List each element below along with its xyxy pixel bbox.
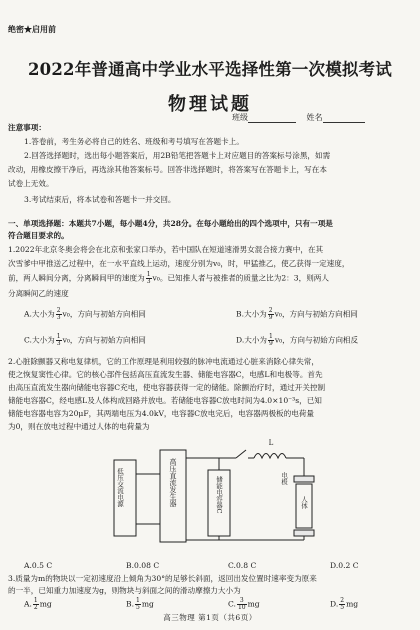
- q1-option-c: C.大小为 $\frac{1}{3}$ v₀，方向与初始方向相同: [24, 333, 146, 347]
- q3-option-a: A. $\frac{1}{2}$ mg: [24, 597, 52, 611]
- q1-option-b: B.大小为 $\frac{2}{9}$ v₀，方向与初始方向相同: [236, 307, 358, 321]
- q3-option-d: D. $\frac{2}{5}$ mg: [330, 597, 359, 611]
- body-label: 人体: [300, 496, 308, 509]
- q2-line-3: 由高压直流发生器向储能电容器C充电，使电容器获得一定的储能。除颤治疗时，通过开关控制: [8, 383, 326, 392]
- q2-option-b: B.0.08 C: [126, 561, 160, 570]
- q3-line-2: 的一半，已知重力加速度为g，则物块与斜面之间的滑动摩擦力大小为: [8, 586, 241, 595]
- electrode-label: 电极: [280, 472, 288, 485]
- q1-line-4: 分离瞬间乙的速度: [8, 289, 69, 298]
- q1-option-d: D.大小为 $\frac{1}{9}$ v₀，方向与初始方向相反: [236, 333, 359, 347]
- student-info: [232, 112, 365, 123]
- source-label: 低压交流电源: [116, 468, 124, 507]
- q2-line-2: 使之恢复窦性心律。它的核心部件包括高压直流发生器、储能电容器C，电感L和电极等。首先: [8, 370, 323, 379]
- q1-option-a: A.大小为 $\frac{2}{3}$ v₀，方向与初始方向相同: [24, 307, 146, 321]
- q2-option-a: A.0.5 C: [24, 561, 53, 570]
- q3-line-1: 3.质量为m的物块以一定初速度沿上倾角为30°的足够长斜面，返回出发位置时速率变为原来: [8, 574, 317, 583]
- q1-line-1: 1.2022年北京冬奥会将会在北京和张家口举办，若中国队在短道速滑男女混合接力赛中，在其: [8, 245, 324, 254]
- subject-title: 物理试题: [168, 94, 252, 115]
- note-2b: 改动，用橡皮擦干净后，再选涂其他答案标号。回答非选择题时，将答案写在答题卡上，写在本: [8, 165, 327, 174]
- q2-line-4: 储能电容器C，经电感L及人体构成回路并放电。若储能电容器C放电时间为4.0×10⁻³s，已知: [8, 396, 322, 405]
- note-2c: 试卷上无效。: [8, 179, 54, 188]
- q3-option-c: C. $\frac{3}{10}$ mg: [228, 597, 260, 611]
- note-3: 3.考试结束后，将本试卷和答题卡一并交回。: [24, 195, 176, 204]
- class-blank: [248, 114, 296, 123]
- q2-line-5: 储能电容器电容为20μF，其两端电压为4.0kV，电容器C放电完后，电容器两极板的电荷量: [8, 409, 315, 418]
- q3-option-b: B. $\frac{1}{5}$ mg: [126, 597, 154, 611]
- electrode-bottom: [294, 530, 314, 536]
- class-label: 班级: [232, 113, 248, 122]
- inductor-coil: [254, 454, 286, 459]
- section-heading-2: 符合题目要求的。: [8, 231, 69, 240]
- q2-line-6: 为0，则在放电过程中通过人体的电荷量为: [8, 422, 150, 431]
- section-heading: 一、单项选择题：本题共7小题，每小题4分，共28分。在每小题给出的四个选项中，只有一项是: [8, 219, 333, 228]
- exam-title: 2022年普通高中学业水平选择性第一次模拟考试: [27, 60, 393, 79]
- inductor-label: L: [268, 439, 274, 447]
- secret-mark: 绝密★启用前: [8, 24, 56, 34]
- q2-option-c: C.0.8 C: [228, 561, 257, 570]
- name-label: 姓名: [306, 113, 323, 122]
- fraction: $\frac{1}{3}$: [146, 271, 151, 285]
- generator-label: 高压直流发生器: [169, 458, 177, 507]
- note-2a: 2.回答选择题时，选出每小题答案后，用2B铅笔把答题卡上对应题目的答案标号涂黑，如需: [24, 151, 331, 160]
- capacitor-label: 储能电容器C: [215, 476, 223, 514]
- q2-option-d: D.0.2 C: [330, 561, 359, 570]
- page-footer: 高三物理 第1页（共6页）: [163, 613, 257, 622]
- switch: [236, 450, 246, 458]
- electrode-top: [294, 476, 314, 482]
- q2-line-1: 2.心脏除颤器又称电复律机，它的工作原理是利用较强的脉冲电流通过心脏来消除心律失常，: [8, 357, 319, 366]
- name-blank: [323, 114, 365, 123]
- q1-line-2: 次雪爹中甲推送乙过程中，在一水平直线上运动，速度分别为v₀，时，甲猛推乙，使乙获得一定速度，: [8, 259, 350, 268]
- notes-heading: 注意事项：: [8, 123, 46, 132]
- q1-line-3: 前，两人瞬间分离，分离瞬间甲的速度为 $\frac{1}{3}$ v₀。已知推人者与被推者的质量之比为2：3，则两人: [8, 271, 329, 285]
- defibrillator-circuit-diagram: [108, 436, 328, 552]
- note-1: 1.答卷前，考生务必将自己的姓名、班级和考号填写在答题卡上。: [24, 137, 244, 146]
